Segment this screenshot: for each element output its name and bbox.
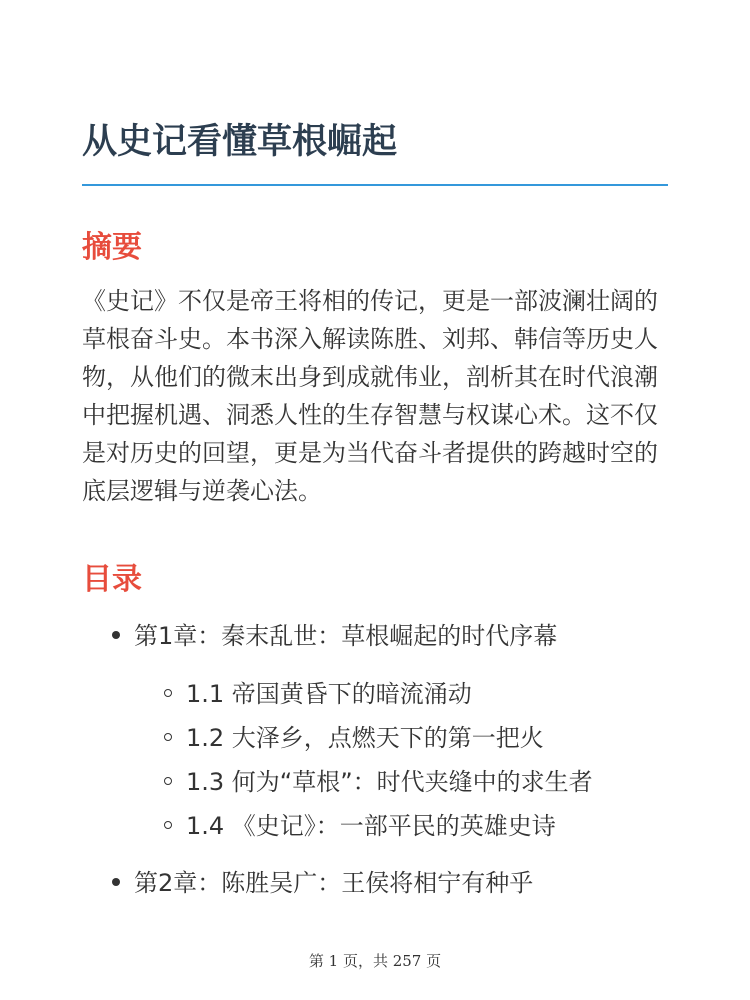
- toc-chapter-label: 第1章：秦末乱世：草根崛起的时代序幕: [134, 622, 558, 650]
- toc-heading: 目录: [82, 562, 142, 597]
- toc-section-label: 1.2 大泽乡，点燃天下的第一把火: [186, 724, 544, 752]
- circle-bullet-icon: [164, 689, 172, 697]
- toc-section-1-1[interactable]: [164, 677, 472, 711]
- circle-bullet-icon: [164, 733, 172, 741]
- toc-section-1-3[interactable]: [164, 765, 593, 799]
- title-divider: [82, 184, 668, 186]
- bullet-icon: [112, 631, 120, 639]
- circle-bullet-icon: [164, 821, 172, 829]
- abstract-heading: 摘要: [82, 230, 142, 265]
- toc-section-1-2[interactable]: [164, 721, 544, 755]
- circle-bullet-icon: [164, 777, 172, 785]
- toc-chapter-1[interactable]: [112, 619, 557, 653]
- toc-chapter-2[interactable]: [112, 866, 533, 900]
- toc-section-label: 1.1 帝国黄昏下的暗流涌动: [186, 680, 472, 708]
- toc-section-1-4[interactable]: [164, 809, 556, 843]
- abstract-text: 《史记》不仅是帝王将相的传记，更是一部波澜壮阔的草根奋斗史。本书深入解读陈胜、刘邦、韩信等历史人物，从他们的微末出身到成就伟业，剖析其在时代浪潮中把握机遇、洞悉人性的生存智慧与权谋心术。这不仅是对历史的回望，更是为当代奋斗者提供的跨越时空的底层逻辑与逆袭心法。: [82, 287, 658, 505]
- bullet-icon: [112, 878, 120, 886]
- page-number-footer: 第 1 页，共 257 页: [308, 952, 442, 970]
- toc-chapter-label: 第2章：陈胜吴广：王侯将相宁有种乎: [134, 869, 534, 897]
- toc-section-label: 1.4 《史记》：一部平民的英雄史诗: [186, 812, 556, 840]
- toc-section-label: 1.3 何为“草根”：时代夹缝中的求生者: [186, 768, 593, 796]
- document-title: 从史记看懂草根崛起: [82, 122, 398, 162]
